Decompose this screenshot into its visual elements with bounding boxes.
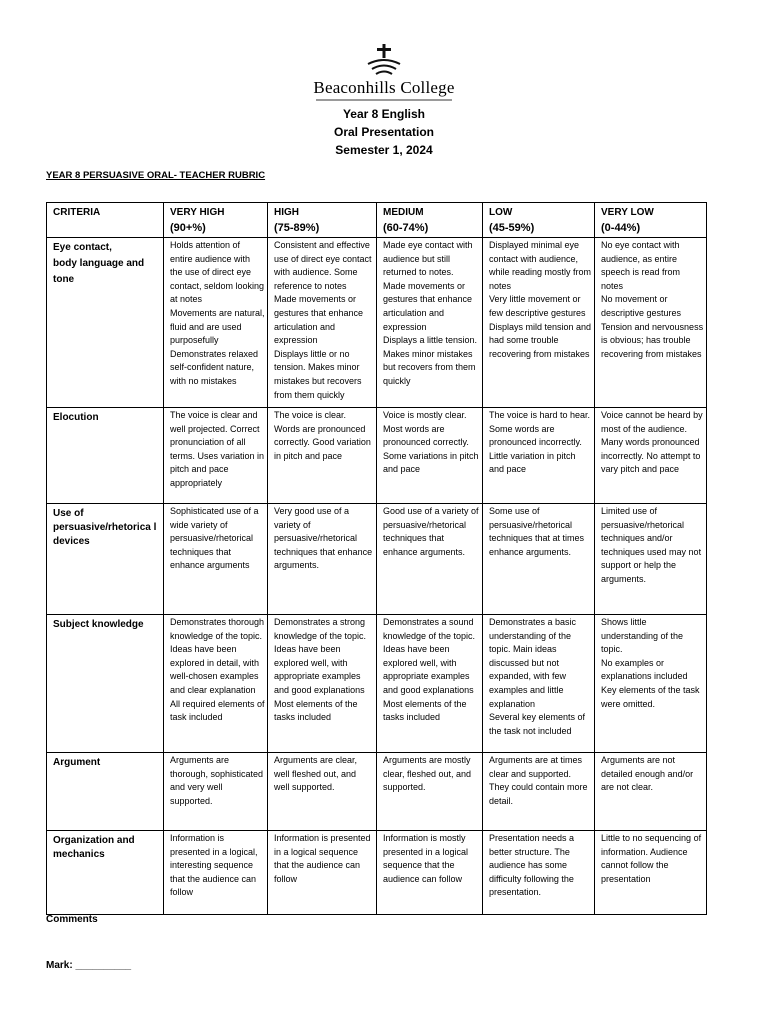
level-band: (45-59%): [489, 222, 535, 234]
college-logo-icon: [362, 42, 406, 78]
descriptor-cell: [377, 408, 483, 504]
comments-label: Comments: [46, 914, 98, 925]
descriptor-cell: [595, 408, 707, 504]
descriptor-text: Several key elements of the task not included: [489, 712, 586, 736]
criterion-label: Subject knowledge: [53, 619, 144, 630]
descriptor-cell: [164, 615, 268, 753]
descriptor-text: Good use of a variety of persuasive/rhetorical techniques that enhance arguments.: [383, 506, 479, 557]
descriptor-cell: [595, 753, 707, 831]
criterion-cell: [47, 408, 164, 504]
descriptor-text: Shows little understanding of the topic.: [601, 617, 684, 655]
level-band: (60-74%): [383, 222, 429, 234]
rubric-heading: YEAR 8 PERSUASIVE ORAL- TEACHER RUBRIC: [46, 170, 266, 181]
descriptor-text: Sophisticated use of a wide variety of persuasive/rhetorical techniques that enhance arguments: [170, 506, 259, 571]
descriptor-text: Made eye contact with audience but still returned to notes.: [383, 240, 473, 278]
criterion-cell: [47, 504, 164, 615]
descriptor-text: The voice is clear. Words are pronounced correctly. Good variation in pitch and pace: [274, 410, 371, 461]
descriptor-cell: [268, 504, 377, 615]
level-band: (75-89%): [274, 222, 320, 234]
descriptor-cell: [268, 408, 377, 504]
descriptor-cell: [164, 831, 268, 915]
descriptor-text: Demonstrates a basic understanding of the topic. Main ideas discussed but not expanded, with few examples and little explanation: [489, 617, 577, 709]
descriptor-cell: [377, 615, 483, 753]
title-line: Year 8 English: [342, 107, 426, 121]
criteria-header: [47, 203, 164, 238]
descriptor-cell: [595, 238, 707, 408]
descriptor-cell: [377, 831, 483, 915]
college-motto-rule: [316, 99, 452, 101]
descriptor-text: Movements are natural, fluid and are used purposefully: [170, 307, 265, 346]
descriptor-cell: [483, 615, 595, 753]
descriptor-text: No movement or descriptive gestures: [601, 294, 682, 318]
mark-field[interactable]: Mark: __________: [46, 960, 132, 971]
descriptor-text: Demonstrates thorough knowledge of the topic. Ideas have been explored in detail, with well-chosen examples and clear explanation: [170, 617, 265, 695]
descriptor-text: Demonstrates relaxed self-confident nature, with no mistakes: [170, 348, 259, 386]
descriptor-cell: [483, 408, 595, 504]
descriptor-text: Some use of persuasive/rhetorical techniques that at times enhance arguments.: [489, 506, 585, 557]
descriptor-cell: [377, 753, 483, 831]
criteria-header-label: CRITERIA: [53, 207, 101, 218]
level-name: VERY HIGH: [170, 207, 225, 218]
descriptor-text: Displays a little tension. Makes minor mistakes but recovers from them quickly: [383, 335, 478, 386]
criterion-label: Elocution: [53, 412, 99, 423]
rubric-row: [47, 753, 707, 831]
descriptor-text: Most elements of the tasks included: [383, 698, 467, 723]
level-band: (90+%): [170, 222, 206, 234]
descriptor-text: Very good use of a variety of persuasive/rhetorical techniques that enhance arguments.: [274, 506, 373, 571]
level-header: [483, 203, 595, 238]
descriptor-text: The voice is hard to hear.: [489, 410, 591, 420]
descriptor-text: No examples or explanations included: [601, 657, 688, 682]
level-name: VERY LOW: [601, 207, 654, 218]
descriptor-cell: [377, 238, 483, 408]
descriptor-text: Key elements of the task were omitted.: [601, 684, 700, 709]
descriptor-cell: [164, 408, 268, 504]
criterion-cell: [47, 615, 164, 753]
criterion-cell: [47, 753, 164, 831]
criterion-cell: [47, 831, 164, 915]
descriptor-cell: [595, 831, 707, 915]
descriptor-text: Information is presented in a logical, interesting sequence that the audience can follow: [170, 833, 258, 898]
descriptor-text: Consistent and effective use of direct eye contact with audience. Some reference to notes: [274, 240, 372, 291]
descriptor-cell: [483, 753, 595, 831]
level-name: LOW: [489, 207, 513, 218]
level-header: [164, 203, 268, 238]
college-name: Beaconhills College: [313, 78, 455, 97]
document-title: [0, 105, 768, 159]
descriptor-text: Limited use of persuasive/rhetorical techniques and/or techniques used may not support or help the arguments.: [601, 506, 702, 584]
descriptor-text: Arguments are not detailed enough and/or are not clear.: [601, 755, 694, 793]
descriptor-text: Voice is mostly clear. Most words are pronounced correctly. Some variations in pitch and pace: [383, 410, 479, 475]
descriptor-cell: [164, 753, 268, 831]
descriptor-text: Little to no sequencing of information. Audience cannot follow the presentation: [601, 833, 702, 884]
descriptor-text: Arguments are at times clear and supported. They could contain more detail.: [489, 755, 588, 806]
descriptor-cell: [268, 615, 377, 753]
level-name: MEDIUM: [383, 207, 424, 218]
document-header: [0, 42, 768, 159]
criterion-label: Organization and mechanics: [53, 835, 135, 860]
descriptor-text: Most elements of the tasks included: [274, 698, 358, 723]
level-header: [595, 203, 707, 238]
descriptor-cell: [268, 831, 377, 915]
descriptor-cell: [483, 238, 595, 408]
descriptor-text: Very little movement or few descriptive gestures: [489, 294, 586, 318]
descriptor-text: Demonstrates a strong knowledge of the topic. Ideas have been explored well, with appropriate examples and good explanations: [274, 617, 367, 695]
descriptor-text: Tension and nervousness is obvious; has trouble recovering from mistakes: [601, 321, 704, 359]
descriptor-text: Some words are pronounced incorrectly. Little variation in pitch and pace: [489, 423, 582, 475]
criterion-label: Eye contact,: [53, 242, 112, 253]
descriptor-text: Arguments are thorough, sophisticated and very well supported.: [170, 755, 264, 806]
descriptor-text: Presentation needs a better structure. The audience has some difficulty following the presentation.: [489, 833, 575, 898]
criterion-label: tone: [53, 274, 75, 285]
rubric-row: [47, 504, 707, 615]
descriptor-text: Information is mostly presented in a logical sequence that the audience can follow: [383, 833, 469, 884]
descriptor-text: Made movements or gestures that enhance articulation and expression: [383, 280, 473, 332]
descriptor-cell: [377, 504, 483, 615]
descriptor-cell: [483, 504, 595, 615]
rubric-header-row: [47, 203, 707, 238]
criterion-cell: [47, 238, 164, 408]
rubric-table: [46, 202, 707, 915]
criterion-label: Use of persuasive/rhetorica l devices: [53, 508, 157, 547]
rubric-row: [47, 408, 707, 504]
descriptor-text: Holds attention of entire audience with the use of direct eye contact, seldom looking at notes: [170, 240, 265, 305]
level-header: [377, 203, 483, 238]
descriptor-cell: [268, 238, 377, 408]
descriptor-text: Information is presented in a logical sequence that the audience can follow: [274, 833, 371, 884]
descriptor-text: Displays little or no tension. Makes minor mistakes but recovers from them quickly: [274, 348, 362, 400]
descriptor-text: Voice cannot be heard by most of the audience. Many words pronounced incorrectly. No attempt to vary pitch and pace: [601, 410, 703, 475]
descriptor-text: Arguments are clear, well fleshed out, and well supported.: [274, 755, 358, 793]
descriptor-cell: [595, 615, 707, 753]
descriptor-text: No eye contact with audience, as entire speech is read from notes: [601, 240, 681, 291]
descriptor-text: Arguments are mostly clear, fleshed out, and supported.: [383, 755, 472, 793]
rubric-body: [47, 238, 707, 915]
level-band: (0-44%): [601, 222, 641, 234]
descriptor-text: All required elements of task included: [170, 698, 265, 723]
descriptor-text: Made movements or gestures that enhance articulation and expression: [274, 294, 364, 346]
title-line: Semester 1, 2024: [335, 143, 433, 157]
descriptor-text: Demonstrates a sound knowledge of the topic. Ideas have been explored well, with appropriate examples and good explanations: [383, 617, 476, 695]
descriptor-text: Displayed minimal eye contact with audience, while reading mostly from notes: [489, 240, 592, 291]
criterion-label: Argument: [53, 757, 101, 768]
criterion-label: body language and: [53, 258, 145, 269]
descriptor-text: The voice is clear and well projected. Correct pronunciation of all terms. Uses variation in pitch and pace appropriately: [170, 410, 265, 488]
rubric-row: [47, 615, 707, 753]
descriptor-cell: [483, 831, 595, 915]
descriptor-text: Displays mild tension and had some trouble recovering from mistakes: [489, 321, 592, 359]
level-name: HIGH: [274, 207, 299, 218]
rubric-row: [47, 238, 707, 408]
descriptor-cell: [164, 238, 268, 408]
title-line: Oral Presentation: [333, 125, 435, 139]
level-header: [268, 203, 377, 238]
descriptor-cell: [164, 504, 268, 615]
descriptor-cell: [595, 504, 707, 615]
rubric-row: [47, 831, 707, 915]
descriptor-cell: [268, 753, 377, 831]
